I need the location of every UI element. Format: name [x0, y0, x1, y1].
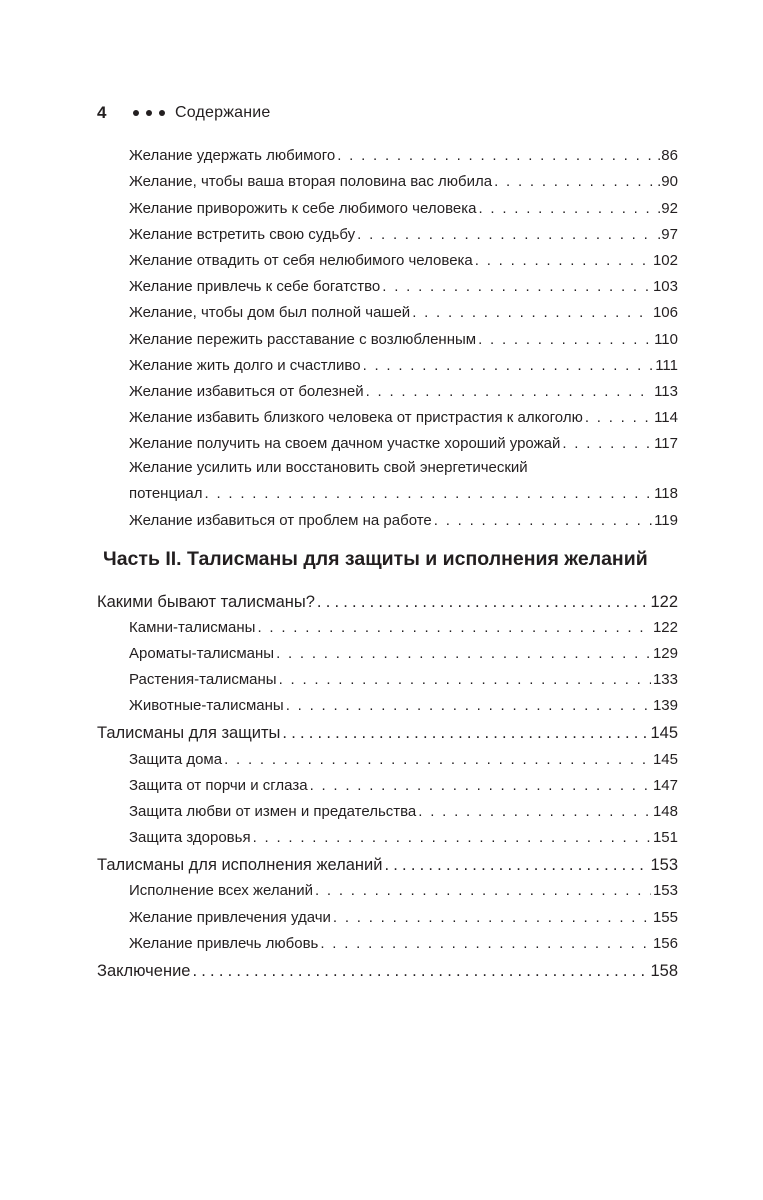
dot-leader — [310, 776, 651, 796]
part2-sections — [97, 585, 678, 954]
dot-leader — [192, 961, 648, 981]
toc-entry-page: 129 — [652, 645, 678, 662]
toc-entry-page: 151 — [652, 829, 678, 847]
toc-section[interactable] — [97, 848, 678, 875]
toc-entry-page: 103 — [652, 278, 678, 296]
dot-leader — [562, 434, 652, 454]
toc-entry[interactable] — [97, 271, 678, 297]
dot-leader — [418, 802, 651, 822]
toc-entry-label: Желание пережить расставание с возлюбленным — [129, 330, 477, 348]
toc-conclusion[interactable] — [97, 954, 678, 981]
toc-entry[interactable] — [97, 402, 678, 428]
toc-entry-label: потенциал — [129, 485, 203, 503]
part1-entries — [97, 140, 678, 454]
toc-entry[interactable] — [97, 822, 678, 848]
toc-entry-page: 139 — [652, 697, 678, 715]
toc-entry-label: Ароматы-талисманы — [129, 645, 275, 662]
dot-leader — [412, 303, 651, 323]
toc-entry-page: 122 — [650, 592, 678, 611]
toc-entry-page: 148 — [652, 802, 678, 820]
toc-entry-label: Защита здоровья — [129, 829, 251, 847]
toc-entry-wrapped[interactable] — [97, 454, 678, 478]
toc-entry-page: 147 — [652, 776, 678, 794]
dot-leader — [366, 382, 652, 402]
toc-entry-page: 122 — [652, 618, 678, 636]
dot-leader — [320, 934, 651, 954]
toc-entry-label: Заключение — [97, 961, 191, 980]
toc-entry-label: Желание жить долго и счастливо — [129, 356, 361, 374]
toc-entry-label: Защита любви от измен и предательства — [129, 802, 417, 820]
toc-entry-page: 153 — [650, 856, 678, 875]
toc-entry[interactable] — [97, 376, 678, 402]
toc-entry-page: .86 — [657, 147, 678, 165]
dot-leader — [224, 750, 651, 770]
toc-section[interactable] — [97, 585, 678, 612]
toc-entry[interactable] — [97, 245, 678, 271]
toc-entry-label: Животные-талисманы — [129, 697, 284, 715]
toc-entry-label: Желание приворожить к себе любимого человека — [129, 199, 477, 217]
dot-leader — [257, 618, 651, 638]
toc-entry-page: .90 — [657, 173, 678, 191]
toc-entry-page: 111 — [655, 356, 678, 374]
part2-title[interactable]: Часть II. Талисманы для защиты и исполнения желаний — [103, 548, 648, 571]
toc-entry-label: Желание усилить или восстановить свой энергетический — [129, 459, 528, 477]
toc-entry-label: Желание избавить близкого человека от пристрастия к алкоголю — [129, 409, 583, 427]
toc-entry-label: Желание привлечь любовь — [129, 934, 319, 952]
toc-entry-page: 113 — [654, 382, 678, 400]
table-of-contents — [97, 140, 678, 981]
toc-entry-page: 117 — [654, 435, 678, 453]
toc-entry-label: Защита дома — [129, 750, 223, 768]
toc-entry-label: Защита от порчи и сглаза — [129, 776, 308, 794]
toc-entry[interactable] — [97, 901, 678, 927]
dot-leader — [276, 644, 651, 664]
toc-entry-label: Желание встретить свою судьбу — [129, 225, 356, 243]
page-header — [97, 100, 271, 126]
toc-entry-page: .97 — [657, 225, 678, 243]
toc-entry-label: Талисманы для исполнения желаний — [97, 856, 383, 875]
dot-leader — [317, 592, 649, 612]
toc-entry[interactable] — [97, 219, 678, 245]
dot-leader — [282, 723, 648, 743]
dot-leader — [253, 828, 651, 848]
dot-leader — [333, 908, 651, 928]
dot-leader — [286, 696, 651, 716]
toc-entry[interactable] — [97, 504, 678, 530]
toc-entry[interactable] — [97, 770, 678, 796]
toc-entry[interactable] — [97, 297, 678, 323]
dot-leader — [382, 277, 651, 297]
dot-leader — [478, 330, 652, 350]
dot-leader — [357, 225, 655, 245]
toc-entry-page: 153 — [652, 882, 678, 900]
toc-entry-label: Желание удержать любимого — [129, 147, 336, 165]
toc-entry-label: Желание привлечь к себе богатство — [129, 278, 381, 296]
toc-entry[interactable] — [97, 875, 678, 901]
toc-entry-label: Желание, чтобы ваша вторая половина вас любила — [129, 173, 493, 191]
page-number: 4 — [97, 103, 107, 122]
toc-entry-page: 118 — [654, 485, 678, 503]
toc-entry[interactable] — [97, 192, 678, 218]
toc-entry-page: 110 — [654, 330, 678, 348]
toc-section[interactable] — [97, 716, 678, 743]
toc-entry[interactable] — [97, 690, 678, 716]
dot-leader — [478, 199, 655, 219]
dot-leader — [384, 855, 648, 875]
toc-entry-page: 119 — [654, 511, 678, 529]
toc-entry-page: 155 — [652, 908, 678, 926]
toc-entry-label: Желание получить на своем дачном участке хороший урожай — [129, 435, 561, 453]
toc-entry[interactable] — [97, 428, 678, 454]
toc-entry-page: 106 — [652, 304, 678, 322]
toc-entry-label: Желание привлечения удачи — [129, 908, 331, 926]
dot-leader — [279, 670, 651, 690]
toc-entry-label: Камни-талисманы — [129, 618, 256, 636]
toc-entry[interactable] — [97, 664, 678, 690]
toc-entry-page: 102 — [652, 251, 678, 269]
toc-entry-page: 145 — [652, 750, 678, 768]
toc-entry-wrapped-cont[interactable] — [97, 478, 678, 504]
toc-entry[interactable] — [97, 638, 678, 664]
toc-entry-label: Желание отвадить от себя нелюбимого человека — [129, 251, 473, 269]
dot-leader — [494, 172, 655, 192]
toc-entry[interactable] — [97, 350, 678, 376]
toc-entry-label: Желание избавиться от проблем на работе — [129, 511, 432, 529]
dot-leader — [585, 408, 652, 428]
three-dots-ornament-icon — [133, 110, 165, 116]
toc-entry-label: Какими бывают талисманы? — [97, 592, 315, 611]
toc-entry[interactable] — [97, 612, 678, 638]
toc-entry-page: .92 — [657, 199, 678, 217]
dot-leader — [205, 484, 653, 504]
toc-entry[interactable] — [97, 140, 678, 166]
toc-entry-label: Растения-талисманы — [129, 671, 277, 689]
running-title: Содержание — [175, 104, 271, 121]
toc-entry[interactable] — [97, 796, 678, 822]
toc-entry-label: Желание избавиться от болезней — [129, 382, 364, 400]
toc-entry-page: 156 — [652, 934, 678, 952]
toc-entry-label: Исполнение всех желаний — [129, 882, 313, 900]
dot-leader — [363, 356, 654, 376]
toc-entry[interactable] — [97, 166, 678, 192]
dot-leader — [315, 881, 651, 901]
dot-leader — [337, 146, 655, 166]
toc-entry[interactable] — [97, 743, 678, 769]
toc-entry-page: 145 — [650, 724, 678, 743]
dot-leader — [434, 511, 652, 531]
dot-leader — [475, 251, 651, 271]
toc-entry-page: 114 — [654, 409, 678, 427]
toc-entry-page: 133 — [652, 671, 678, 689]
toc-entry[interactable] — [97, 323, 678, 349]
toc-entry-label: Желание, чтобы дом был полной чашей — [129, 304, 411, 322]
toc-entry-page: 158 — [650, 961, 678, 980]
toc-entry[interactable] — [97, 928, 678, 954]
toc-entry-label: Талисманы для защиты — [97, 724, 281, 743]
